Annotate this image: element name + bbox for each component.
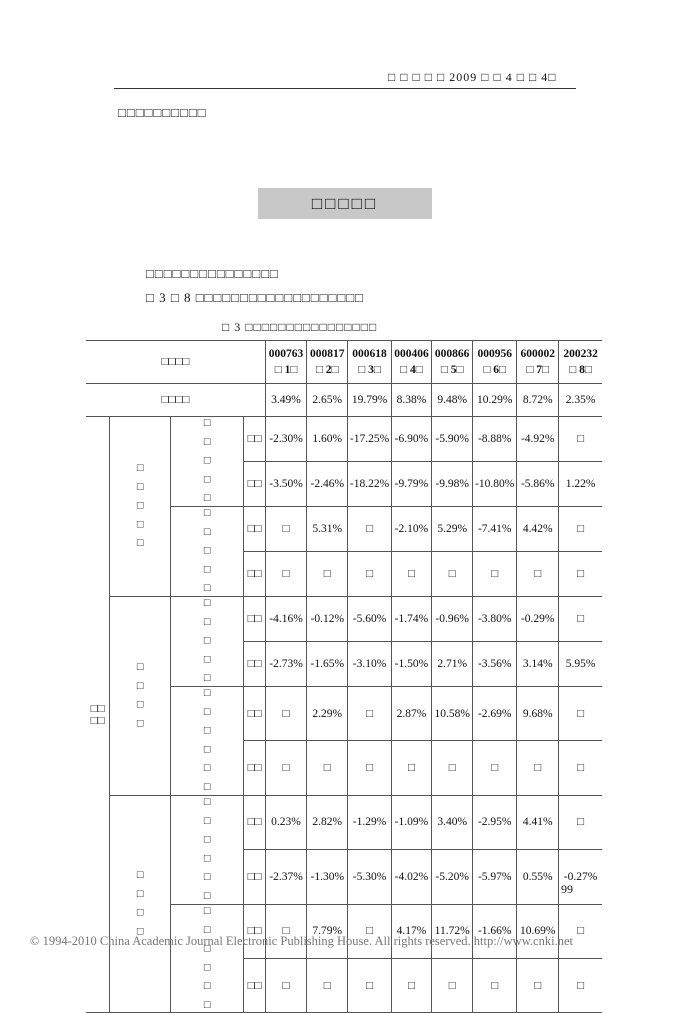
column-header	[432, 341, 473, 384]
table-cell: -0.29%	[517, 597, 559, 642]
column-code: 000763	[268, 348, 304, 360]
copyright-footer: © 1994-2010 China Academic Journal Electronic Publishing House. All rights reserved. http://www.cnki.net	[30, 934, 573, 948]
table-cell: -3.80%	[473, 597, 517, 642]
table-cell: -2.95%	[473, 795, 517, 849]
row-label: □□	[244, 687, 266, 741]
table-cell: -1.74%	[391, 597, 431, 642]
table-cell: □	[432, 958, 473, 1012]
table-cell: □	[517, 552, 559, 597]
table-cell: □	[559, 552, 602, 597]
table-cell: 5.95%	[559, 642, 602, 687]
table-cell: □	[265, 687, 306, 741]
table-cell: □	[265, 552, 306, 597]
table-cell: -9.98%	[432, 462, 473, 507]
table-cell: 1.60%	[307, 417, 348, 462]
table-cell: □	[559, 741, 602, 795]
table-cell: 2.65%	[307, 384, 348, 417]
column-header	[307, 341, 348, 384]
table-cell: -3.50%	[265, 462, 306, 507]
subgroup-label: □ □ □ □ □ □	[171, 904, 244, 1013]
table-cell: -1.65%	[307, 642, 348, 687]
row-label: □□	[244, 507, 266, 552]
table-cell: □	[473, 958, 517, 1012]
column-index: □ 6□	[483, 364, 507, 376]
row-label: □□	[244, 462, 266, 507]
table-cell: □	[473, 741, 517, 795]
header-corner: □□□□	[86, 341, 265, 384]
table-cell: □	[348, 958, 391, 1012]
subgroup-label: □ □ □ □ □	[171, 597, 244, 687]
table-cell: □	[391, 958, 431, 1012]
table-cell: -1.09%	[391, 795, 431, 849]
table-cell: 9.48%	[432, 384, 473, 417]
column-index: □ 3□	[358, 364, 381, 376]
column-header	[473, 341, 517, 384]
table-cell: 4.42%	[517, 507, 559, 552]
table-cell: -2.69%	[473, 687, 517, 741]
row-label: □□	[244, 417, 266, 462]
running-header: □ □ □ □ □ 2009 □ □ 4 □ □ 4□	[388, 70, 557, 84]
table-cell: 10.29%	[473, 384, 517, 417]
column-index: □ 1□	[274, 364, 298, 376]
column-code: 000866	[434, 348, 470, 360]
column-code: 000406	[394, 348, 429, 360]
table-header-row	[86, 341, 602, 384]
column-index: □ 7□	[526, 364, 549, 376]
table-cell: -5.97%	[473, 850, 517, 904]
table-cell: 11.72%	[432, 904, 473, 958]
column-header	[391, 341, 431, 384]
column-header	[348, 341, 391, 384]
column-code: 000817	[310, 348, 345, 360]
table-cell: □	[307, 741, 348, 795]
column-header	[517, 341, 559, 384]
table-cell: □	[307, 958, 348, 1012]
column-code: 200232	[563, 348, 598, 360]
table-cell: -4.92%	[517, 417, 559, 462]
table-cell: -5.86%	[517, 462, 559, 507]
table-cell: 8.72%	[517, 384, 559, 417]
table-cell: □	[559, 958, 602, 1012]
row-label: □□	[244, 904, 266, 958]
table-cell: -4.02%	[391, 850, 431, 904]
column-index: □ 2□	[315, 364, 339, 376]
row-label: □□	[244, 958, 266, 1012]
table-cell: 3.49%	[265, 384, 306, 417]
table-cell: □	[265, 741, 306, 795]
table-cell: 3.40%	[432, 795, 473, 849]
table-row	[86, 597, 602, 642]
table-cell: □	[473, 552, 517, 597]
table-cell: □	[348, 507, 391, 552]
table-cell: □	[265, 904, 306, 958]
row-label: □□	[244, 795, 266, 849]
table-cell: 3.14%	[517, 642, 559, 687]
row-label: □□	[244, 642, 266, 687]
column-code: 000956	[477, 348, 512, 360]
table-cell: □	[517, 741, 559, 795]
table-cell: -4.16%	[265, 597, 306, 642]
table-cell: 7.79%	[307, 904, 348, 958]
page-number: 99	[561, 882, 573, 896]
section-heading-box: □□□□□	[258, 188, 432, 219]
table-cell: 19.79%	[348, 384, 391, 417]
table-cell: -10.80%	[473, 462, 517, 507]
table-cell: -5.60%	[348, 597, 391, 642]
table-cell: □	[432, 552, 473, 597]
table-cell: -5.90%	[432, 417, 473, 462]
table-row	[86, 384, 602, 417]
table-cell: □	[265, 958, 306, 1012]
table-cell: □	[559, 417, 602, 462]
table-cell: 4.17%	[391, 904, 431, 958]
table-cell: 2.29%	[307, 687, 348, 741]
table-cell: -0.27%	[559, 850, 602, 904]
table-cell: -1.29%	[348, 795, 391, 849]
table-cell: □	[391, 552, 431, 597]
table-row	[86, 795, 602, 849]
group-label: □ □ □ □	[110, 597, 171, 796]
table-cell: -5.30%	[348, 850, 391, 904]
table-cell: □	[517, 958, 559, 1012]
table-cell: 8.38%	[391, 384, 431, 417]
table-caption: □ 3 □□□□□□□□□□□□□□□□	[222, 320, 378, 334]
column-header	[265, 341, 306, 384]
column-index: □ 4□	[400, 364, 423, 376]
subgroup-label: □ □ □ □ □	[171, 417, 244, 507]
table-cell: 2.71%	[432, 642, 473, 687]
row-label: □□	[244, 552, 266, 597]
table-cell: -1.66%	[473, 904, 517, 958]
table-cell: □	[559, 687, 602, 741]
table-cell: -9.79%	[391, 462, 431, 507]
results-table	[86, 340, 602, 1013]
table-cell: -17.25%	[348, 417, 391, 462]
table-cell: 10.58%	[432, 687, 473, 741]
column-index: □ 5□	[440, 364, 464, 376]
group-label: □ □ □ □	[110, 795, 171, 1013]
table-cell: 0.55%	[517, 850, 559, 904]
column-header	[559, 341, 602, 384]
table-cell: □	[559, 597, 602, 642]
table-cell: 2.87%	[391, 687, 431, 741]
table-cell: □	[559, 507, 602, 552]
subgroup-label: □ □ □ □ □	[171, 507, 244, 597]
table-cell: □	[348, 741, 391, 795]
paragraph-2: □ 3 □ 8 □□□□□□□□□□□□□□□□□□□	[146, 290, 364, 305]
table-cell: -2.46%	[307, 462, 348, 507]
table-cell: □	[348, 552, 391, 597]
table-cell: -0.12%	[307, 597, 348, 642]
table-cell: -3.10%	[348, 642, 391, 687]
table-cell: -1.30%	[307, 850, 348, 904]
table-cell: □	[307, 552, 348, 597]
row-label: □□	[244, 850, 266, 904]
table-cell: 2.82%	[307, 795, 348, 849]
table-cell: -3.56%	[473, 642, 517, 687]
table-cell: -5.20%	[432, 850, 473, 904]
table-cell: -7.41%	[473, 507, 517, 552]
paragraph-1: □□□□□□□□□□□□□□□	[146, 266, 279, 281]
table-cell: □	[348, 687, 391, 741]
section-subtitle: □□□□□□□□□□	[118, 105, 207, 120]
table-cell: -2.10%	[391, 507, 431, 552]
table-cell: □	[559, 904, 602, 958]
table-cell: 1.22%	[559, 462, 602, 507]
table-cell: □	[432, 741, 473, 795]
table-cell: □	[559, 795, 602, 849]
subgroup-label: □ □ □ □ □ □	[171, 795, 244, 904]
table-cell: -18.22%	[348, 462, 391, 507]
row-label: □□	[244, 597, 266, 642]
table-cell: 9.68%	[517, 687, 559, 741]
table-cell: □	[348, 904, 391, 958]
table-cell: -8.88%	[473, 417, 517, 462]
table-cell: 2.35%	[559, 384, 602, 417]
outer-group-label: □□ □□	[86, 417, 110, 1013]
table-cell: 5.29%	[432, 507, 473, 552]
row-label: □□□□	[86, 384, 265, 417]
column-code: 600002	[520, 348, 555, 360]
table-cell: -2.73%	[265, 642, 306, 687]
column-index: □ 8□	[569, 364, 592, 376]
column-code: 000618	[352, 348, 387, 360]
subgroup-label: □ □ □ □ □ □	[171, 687, 244, 796]
table-cell: 10.69%	[517, 904, 559, 958]
table-cell: 5.31%	[307, 507, 348, 552]
group-label: □ □ □ □ □	[110, 417, 171, 597]
header-rule	[114, 88, 576, 89]
table-cell: -2.37%	[265, 850, 306, 904]
table-cell: □	[265, 507, 306, 552]
table-cell: -0.96%	[432, 597, 473, 642]
table-cell: -1.50%	[391, 642, 431, 687]
table-cell: -2.30%	[265, 417, 306, 462]
row-label: □□	[244, 741, 266, 795]
table-cell: 0.23%	[265, 795, 306, 849]
table-cell: 4.41%	[517, 795, 559, 849]
table-row	[86, 417, 602, 462]
table-cell: -6.90%	[391, 417, 431, 462]
table-cell: □	[391, 741, 431, 795]
